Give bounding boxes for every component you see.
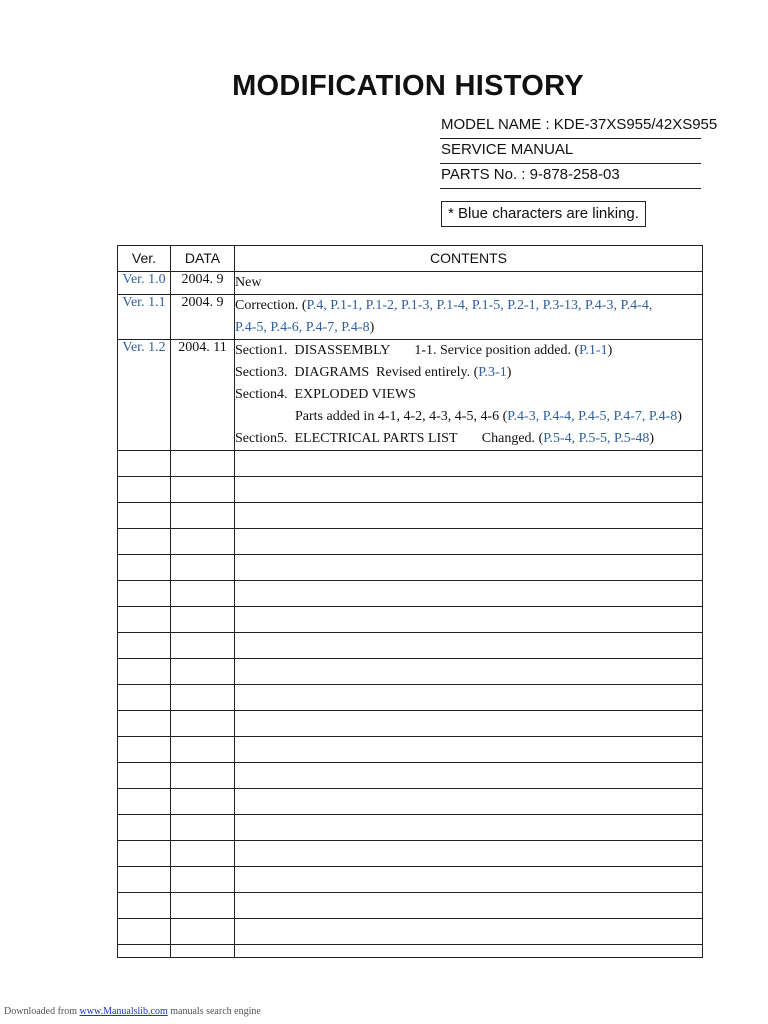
contents-line [235, 362, 702, 384]
empty-cell [118, 867, 171, 893]
table-header-row [118, 246, 703, 272]
contents-line [235, 340, 702, 362]
empty-row [118, 581, 703, 607]
page-links[interactable]: P.5-4, P.5-5, P.5-48 [543, 431, 650, 446]
empty-cell [171, 451, 235, 477]
empty-cell [171, 893, 235, 919]
row-date: 2004. 9 [171, 295, 235, 340]
empty-cell [235, 581, 703, 607]
contents-text: Parts added in 4-1, 4-2, 4-3, 4-5, 4-6 ( [295, 409, 508, 424]
empty-cell [118, 529, 171, 555]
empty-row [118, 737, 703, 763]
footer-suffix: manuals search engine [167, 1006, 261, 1017]
model-name: MODEL NAME : KDE-37XS955/42XS955 [440, 114, 701, 139]
empty-cell [235, 815, 703, 841]
empty-cell [118, 815, 171, 841]
row-contents [235, 272, 703, 295]
contents-line [235, 406, 702, 428]
document-type: SERVICE MANUAL [440, 139, 701, 164]
empty-cell [118, 893, 171, 919]
contents-line [235, 384, 702, 406]
contents-text: Correction. ( [235, 298, 307, 313]
empty-cell [235, 607, 703, 633]
empty-cell [118, 503, 171, 529]
header-date: DATA [171, 246, 235, 272]
empty-cell [171, 815, 235, 841]
empty-cell [235, 763, 703, 789]
empty-row [118, 789, 703, 815]
empty-cell [118, 737, 171, 763]
row-contents [235, 340, 703, 451]
page-links[interactable]: P.4-3, P.4-4, P.4-5, P.4-7, P.4-8 [507, 409, 678, 424]
footer-prefix: Downloaded from [4, 1006, 80, 1017]
empty-cell [171, 659, 235, 685]
empty-cell [235, 477, 703, 503]
empty-cell [235, 867, 703, 893]
empty-cell [235, 711, 703, 737]
empty-cell [171, 529, 235, 555]
empty-cell [171, 711, 235, 737]
table-row [118, 340, 703, 451]
empty-cell [235, 919, 703, 945]
empty-cell [118, 763, 171, 789]
contents-text: Section3. DIAGRAMS Revised entirely. ( [235, 365, 479, 380]
empty-cell [235, 841, 703, 867]
contents-line [235, 295, 702, 317]
empty-cell [171, 555, 235, 581]
empty-cell [118, 633, 171, 659]
manual-info-block [440, 114, 718, 189]
empty-row [118, 815, 703, 841]
page-link[interactable]: P.1-1 [579, 343, 608, 358]
empty-cell [235, 451, 703, 477]
empty-cell [171, 503, 235, 529]
version-link-1-0[interactable]: Ver. 1.0 [118, 272, 171, 295]
page-link[interactable]: P.3-1 [478, 365, 507, 380]
empty-row [118, 555, 703, 581]
empty-cell [118, 919, 171, 945]
empty-row [118, 867, 703, 893]
version-link-1-2[interactable]: Ver. 1.2 [118, 340, 171, 451]
empty-cell [235, 659, 703, 685]
empty-cell [171, 607, 235, 633]
empty-cell [171, 685, 235, 711]
footer [4, 1006, 261, 1017]
contents-text: ) [649, 431, 655, 446]
empty-cell [235, 893, 703, 919]
contents-text: Section4. EXPLODED VIEWS [235, 387, 416, 402]
empty-cell [235, 737, 703, 763]
parts-number: PARTS No. : 9-878-258-03 [440, 164, 701, 189]
page-title: MODIFICATION HISTORY [232, 70, 584, 102]
empty-cell [171, 789, 235, 815]
empty-row [118, 893, 703, 919]
empty-cell [118, 685, 171, 711]
page-links[interactable]: P.4-5, P.4-6, P.4-7, P.4-8 [235, 320, 370, 335]
empty-cell [118, 945, 171, 958]
empty-row [118, 919, 703, 945]
footer-link[interactable]: www.Manualslib.com [79, 1006, 168, 1017]
empty-cell [235, 555, 703, 581]
empty-row [118, 945, 703, 958]
empty-cell [235, 945, 703, 958]
empty-cell [171, 763, 235, 789]
empty-cell [118, 555, 171, 581]
empty-cell [171, 477, 235, 503]
table-row [118, 272, 703, 295]
empty-cell [235, 503, 703, 529]
empty-row [118, 685, 703, 711]
row-date: 2004. 11 [171, 340, 235, 451]
empty-cell [171, 633, 235, 659]
modification-history-table [117, 245, 703, 958]
header-version: Ver. [118, 246, 171, 272]
empty-row [118, 503, 703, 529]
empty-row [118, 607, 703, 633]
empty-row [118, 633, 703, 659]
empty-cell [171, 867, 235, 893]
version-link-1-1[interactable]: Ver. 1.1 [118, 295, 171, 340]
row-contents [235, 295, 703, 340]
empty-rows [118, 451, 703, 958]
empty-cell [171, 945, 235, 958]
contents-text: ) [607, 343, 613, 358]
contents-text: New [235, 275, 262, 290]
empty-cell [171, 737, 235, 763]
contents-text: ) [369, 320, 375, 335]
empty-cell [235, 633, 703, 659]
empty-cell [118, 711, 171, 737]
empty-cell [118, 607, 171, 633]
row-date: 2004. 9 [171, 272, 235, 295]
empty-row [118, 529, 703, 555]
empty-row [118, 477, 703, 503]
contents-line [235, 317, 702, 339]
contents-text: Section1. DISASSEMBLY 1-1. Service position added. ( [235, 343, 580, 358]
empty-row [118, 451, 703, 477]
empty-cell [118, 659, 171, 685]
empty-cell [118, 477, 171, 503]
empty-cell [118, 841, 171, 867]
table-row [118, 295, 703, 340]
contents-text: ) [506, 365, 512, 380]
empty-cell [118, 789, 171, 815]
empty-cell [118, 581, 171, 607]
contents-text: ) [677, 409, 682, 424]
empty-row [118, 763, 703, 789]
link-notice: * Blue characters are linking. [441, 201, 646, 227]
empty-cell [171, 919, 235, 945]
empty-cell [118, 451, 171, 477]
empty-row [118, 711, 703, 737]
page-links[interactable]: P.4, P.1-1, P.1-2, P.1-3, P.1-4, P.1-5, P.2-1, P.3-13, P.4-3, P.4-4, [306, 298, 653, 313]
empty-row [118, 659, 703, 685]
empty-row [118, 841, 703, 867]
contents-line [235, 428, 702, 450]
empty-cell [235, 529, 703, 555]
empty-cell [171, 841, 235, 867]
empty-cell [171, 581, 235, 607]
contents-text: Section5. ELECTRICAL PARTS LIST Changed. ( [235, 431, 544, 446]
empty-cell [235, 789, 703, 815]
header-contents: CONTENTS [235, 246, 703, 272]
empty-cell [235, 685, 703, 711]
